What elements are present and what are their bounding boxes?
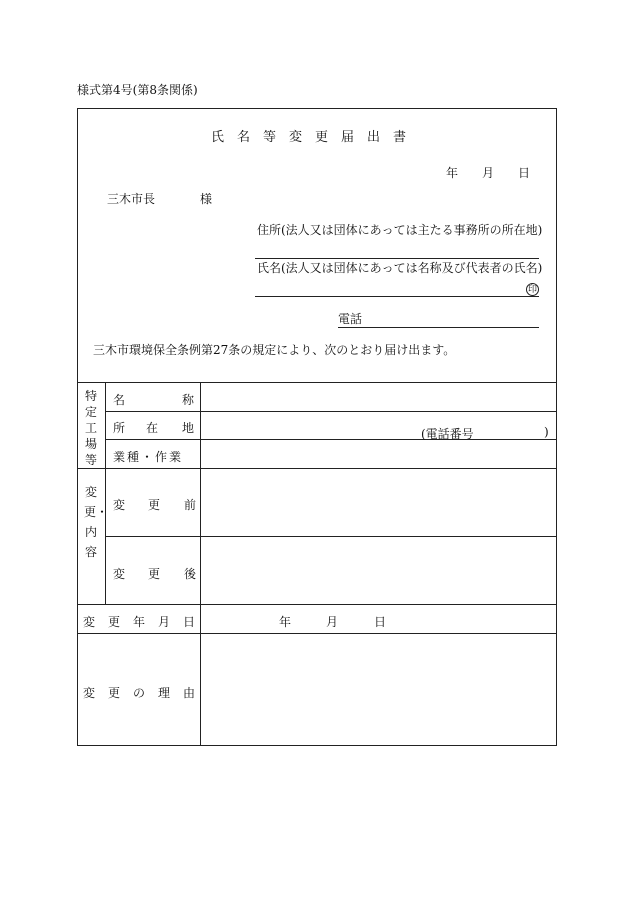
seal-mark: 印 — [527, 285, 537, 295]
date-month-label: 月 — [482, 166, 495, 180]
name-underline[interactable] — [255, 296, 539, 297]
reason-field[interactable] — [205, 637, 555, 742]
change-date-label-1: 変 — [83, 615, 96, 629]
factory-business-field[interactable] — [205, 443, 555, 465]
change-date-label-4: 月 — [158, 615, 171, 629]
phone-underline[interactable] — [338, 327, 539, 328]
col-divider — [200, 382, 201, 746]
date-year-label: 年 — [446, 166, 459, 180]
change-date-label-5: 日 — [183, 615, 196, 629]
change-before-b: 更 — [148, 498, 161, 512]
row-divider — [105, 536, 557, 537]
reason-label-5: 由 — [183, 686, 196, 700]
factory-location-label-b: 在 — [146, 421, 159, 435]
factory-group-label: 特定工場等 — [84, 389, 97, 467]
honorific: 様 — [200, 192, 213, 206]
applicant-address-label: 住所(法人又は団体にあっては主たる事務所の所在地) — [257, 223, 543, 237]
change-after-a: 変 — [113, 567, 126, 581]
date-day-label: 日 — [518, 166, 531, 180]
change-date-label-3: 年 — [133, 615, 146, 629]
statement: 三木市環境保全条例第27条の規定により、次のとおり届け出ます。 — [93, 343, 456, 357]
row-divider — [105, 411, 557, 412]
col-divider — [105, 382, 106, 604]
change-date-month[interactable]: 月 — [326, 615, 339, 629]
change-after-field[interactable] — [205, 540, 555, 600]
address-underline[interactable] — [255, 258, 539, 259]
factory-phone-note: (電話番号 — [421, 427, 474, 441]
reason-label-3: の — [133, 686, 146, 700]
form-title: 氏名等変更届出書 — [210, 130, 419, 145]
change-date-year[interactable]: 年 — [279, 615, 292, 629]
change-after-c: 後 — [184, 567, 197, 581]
change-date-day[interactable]: 日 — [374, 615, 387, 629]
change-group-label: 変更・内容 — [84, 485, 109, 559]
change-before-a: 変 — [113, 498, 126, 512]
change-date-label-2: 更 — [108, 615, 121, 629]
change-before-c: 前 — [184, 498, 197, 512]
change-after-b: 更 — [148, 567, 161, 581]
reason-label-4: 理 — [158, 686, 171, 700]
change-before-field[interactable] — [205, 472, 555, 532]
row-divider — [77, 604, 557, 605]
factory-name-label-a: 名 — [113, 393, 126, 407]
form-number: 様式第4号(第8条関係) — [77, 83, 198, 97]
reason-label-1: 変 — [83, 686, 96, 700]
factory-name-field[interactable] — [205, 386, 555, 408]
row-divider — [105, 439, 557, 440]
reason-label-2: 更 — [108, 686, 121, 700]
factory-phone-close: ) — [544, 425, 549, 439]
factory-location-field[interactable] — [205, 414, 415, 436]
row-divider — [77, 468, 557, 469]
applicant-name-label: 氏名(法人又は団体にあっては名称及び代表者の氏名) — [257, 261, 543, 275]
factory-location-label-a: 所 — [113, 421, 126, 435]
applicant-phone-label: 電話 — [338, 312, 363, 326]
addressee: 三木市長 — [107, 192, 156, 206]
factory-business-label: 業種・作業 — [113, 450, 184, 464]
factory-location-label-c: 地 — [182, 421, 195, 435]
row-divider — [77, 633, 557, 634]
factory-name-label-b: 称 — [182, 393, 195, 407]
table-top-border — [77, 382, 557, 383]
